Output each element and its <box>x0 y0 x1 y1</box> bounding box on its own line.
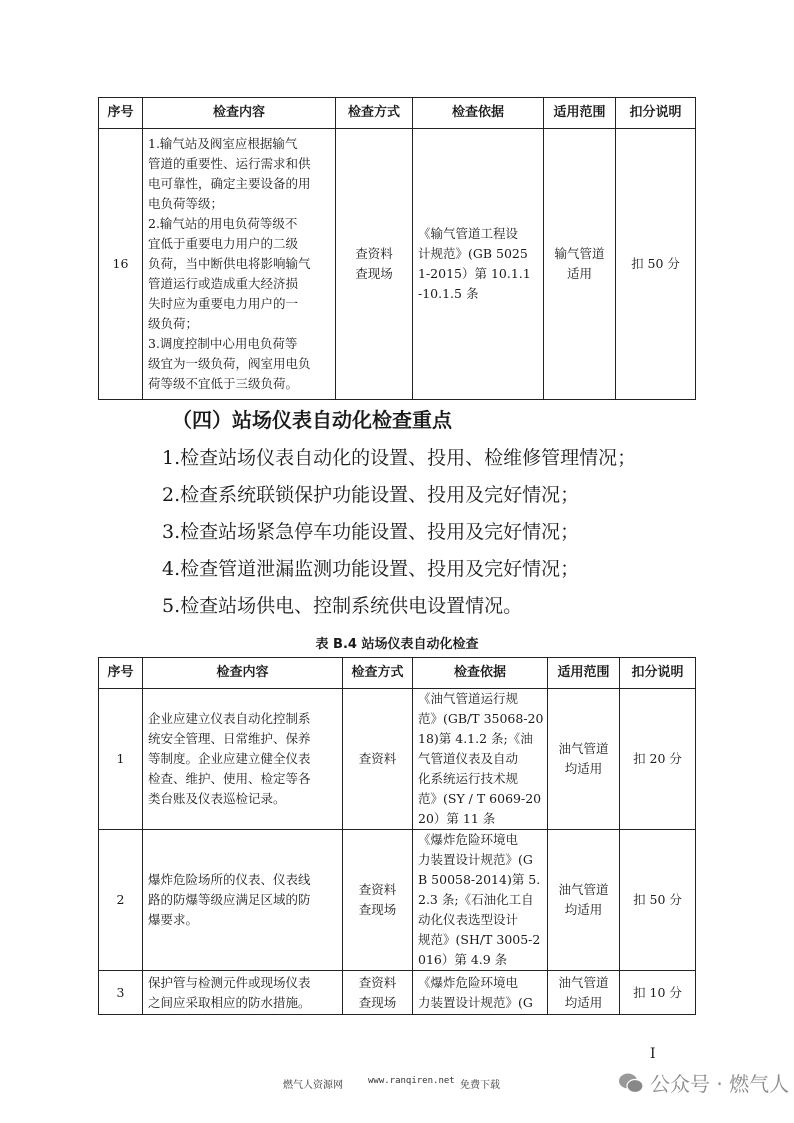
cell-basis: 《爆炸危险环境电 力装置设计规范》(G <box>413 971 548 1015</box>
cell-no: 16 <box>99 129 143 400</box>
header-no: 序号 <box>99 658 143 689</box>
cell-content: 企业应建立仪表自动化控制系 统安全管理、日常维护、保养 等制度。企业应建立健全仪表 检查、维护、使用、检定等各 类台账及仪表巡检记录。 <box>143 689 343 830</box>
header-deduct: 扣分说明 <box>620 658 696 689</box>
cell-deduct: 扣 10 分 <box>620 971 696 1015</box>
table-caption: 表 B.4 站场仪表自动化检查 <box>315 637 479 652</box>
header-no: 序号 <box>99 98 143 129</box>
header-basis: 检查依据 <box>413 98 544 129</box>
table-row <box>99 129 696 400</box>
cell-scope: 输气管道 适用 <box>544 129 616 400</box>
cell-content: 1.输气站及阀室应根据输气 管道的重要性、运行需求和供 电可靠性，确定主要设备的用 电负荷等级； 2.输气站的用电负荷等级不 宜低于重要电力用户的二级 负荷，当中断供电将影响输气 管道运行或造成重大经济损 失时应为重要电力用户的一 级负荷； 3.调度控制中心用电负荷等 级宜为一级负荷，阀室用电负 荷等级不宜低于三级负荷。 <box>143 129 336 400</box>
footer-free-download: 免费下载 <box>460 1080 500 1091</box>
header-deduct: 扣分说明 <box>616 98 696 129</box>
header-method: 检查方式 <box>343 658 413 689</box>
table-header-row <box>99 98 696 129</box>
cell-scope: 油气管道 均适用 <box>548 830 620 971</box>
cell-basis: 《输气管道工程设 计规范》(GB 5025 1-2015）第 10.1.1 -10.1.5 条 <box>413 129 544 400</box>
power-load-table <box>98 97 696 400</box>
cell-scope: 油气管道 均适用 <box>548 689 620 830</box>
table-header-row <box>99 658 696 689</box>
cell-no: 3 <box>99 971 143 1015</box>
list-item: 3.检查站场紧急停车功能设置、投用及完好情况； <box>162 521 580 543</box>
cell-basis: 《油气管道运行规 范》(GB/T 35068-20 18)第 4.1.2 条;《油 气管道仪表及自动 化系统运行技术规 范》(SY / T 6069-20 20）第 11 条 <box>413 689 548 830</box>
instrument-automation-table <box>98 657 696 1015</box>
cell-deduct: 扣 50 分 <box>620 830 696 971</box>
cell-method: 查资料 查现场 <box>336 129 413 400</box>
text-cursor: I <box>650 1046 656 1062</box>
list-item: 4.检查管道泄漏监测功能设置、投用及完好情况； <box>162 558 580 580</box>
cell-method: 查资料 查现场 <box>343 971 413 1015</box>
cell-deduct: 扣 50 分 <box>616 129 696 400</box>
header-content: 检查内容 <box>143 98 336 129</box>
list-item: 1.检查站场仪表自动化的设置、投用、检维修管理情况； <box>162 447 637 469</box>
checkpoint-list <box>162 440 636 625</box>
cell-basis: 《爆炸危险环境电 力装置设计规范》(G B 50058-2014)第 5. 2.3 条;《石油化工自 动化仪表选型设计 规范》(SH/T 3005-2 016）第 4.9 条 <box>413 830 548 971</box>
cell-content: 保护管与检测元件或现场仪表 之间应采取相应的防水措施。 <box>143 971 343 1015</box>
cell-deduct: 扣 20 分 <box>620 689 696 830</box>
cell-method: 查资料 查现场 <box>343 830 413 971</box>
table-row <box>99 830 696 971</box>
watermark-text: 公众号 · 燃气人 <box>650 1072 790 1096</box>
section-heading: （四）站场仪表自动化检查重点 <box>172 408 452 432</box>
cell-no: 1 <box>99 689 143 830</box>
cell-content: 爆炸危险场所的仪表、仪表线 路的防爆等级应满足区域的防 爆要求。 <box>143 830 343 971</box>
list-item: 2.检查系统联锁保护功能设置、投用及完好情况； <box>162 484 580 506</box>
header-scope: 适用范围 <box>548 658 620 689</box>
header-content: 检查内容 <box>143 658 343 689</box>
cell-method: 查资料 <box>343 689 413 830</box>
watermark <box>618 1068 789 1097</box>
header-basis: 检查依据 <box>413 658 548 689</box>
cell-scope: 油气管道 均适用 <box>548 971 620 1015</box>
wechat-icon <box>618 1072 644 1094</box>
table-row <box>99 689 696 830</box>
table-row <box>99 971 696 1015</box>
header-scope: 适用范围 <box>544 98 616 129</box>
cell-no: 2 <box>99 830 143 971</box>
header-method: 检查方式 <box>336 98 413 129</box>
list-item: 5.检查站场供电、控制系统供电设置情况。 <box>162 595 523 617</box>
footer-url[interactable]: www.ranqiren.net <box>368 1076 455 1086</box>
footer-site: 燃气人资源网 <box>283 1080 343 1091</box>
